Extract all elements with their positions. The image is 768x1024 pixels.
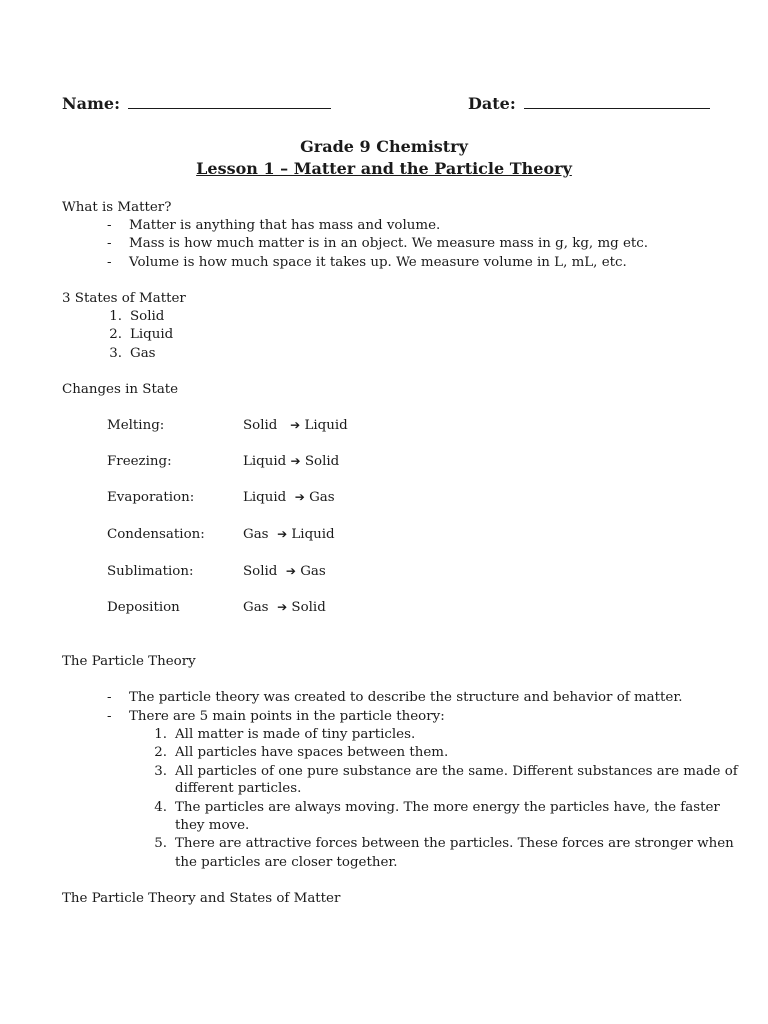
list-item	[107, 218, 440, 233]
matter-bullet-1: Matter is anything that has mass and volume.	[129, 218, 441, 233]
arrow-right-icon: ➔	[290, 418, 301, 432]
changes-heading: Changes in State	[62, 382, 179, 397]
arrow-right-icon: ➔	[277, 600, 288, 614]
from-state: Solid	[243, 418, 278, 433]
to-state: Gas	[309, 490, 335, 505]
to-state: Gas	[300, 564, 326, 579]
matter-heading: What is Matter?	[62, 200, 172, 215]
item-number: 2.	[154, 745, 167, 760]
change-transition	[243, 564, 326, 579]
arrow-right-icon: ➔	[285, 564, 296, 578]
arrow-right-icon: ➔	[290, 454, 301, 468]
matter-bullet-2: Mass is how much matter is in an object. We measure mass in g, kg, mg etc.	[129, 236, 649, 251]
point-1: All matter is made of tiny particles.	[175, 727, 416, 742]
list-item	[145, 727, 415, 742]
name-label: Name:	[62, 94, 121, 113]
point-4: The particles are always moving. The more energy the particles have, the faster	[175, 800, 720, 815]
list-item	[100, 346, 156, 361]
change-transition	[243, 418, 348, 433]
list-item	[107, 255, 627, 270]
change-transition	[243, 527, 335, 542]
point-3-continued: different particles.	[175, 781, 302, 796]
particle-bullet-1: The particle theory was created to describe the structure and behavior of matter.	[129, 690, 683, 705]
states-theory-heading: The Particle Theory and States of Matter	[62, 891, 341, 906]
list-item	[145, 836, 734, 851]
to-state: Solid	[304, 454, 340, 469]
change-transition	[243, 454, 339, 469]
to-state: Liquid	[304, 418, 348, 433]
name-field-row	[62, 94, 331, 113]
bullet-mark: -	[107, 709, 112, 724]
date-field-row	[468, 94, 710, 113]
item-number: 1.	[154, 727, 167, 742]
item-number: 5.	[154, 836, 167, 851]
bullet-mark: -	[107, 255, 112, 270]
change-name: Evaporation:	[107, 490, 195, 505]
from-state: Gas	[243, 600, 269, 615]
change-name: Freezing:	[107, 454, 172, 469]
list-item	[145, 745, 448, 760]
item-number: 1.	[109, 309, 122, 324]
from-state: Liquid	[243, 490, 287, 505]
states-heading: 3 States of Matter	[62, 291, 186, 306]
item-number: 4.	[154, 800, 167, 815]
list-item	[107, 709, 445, 724]
name-blank-line[interactable]	[128, 107, 331, 109]
item-number: 3.	[109, 346, 122, 361]
date-blank-line[interactable]	[524, 107, 710, 109]
change-name: Sublimation:	[107, 564, 194, 579]
state-liquid: Liquid	[130, 327, 174, 342]
list-item	[107, 690, 683, 705]
particle-heading: The Particle Theory	[62, 654, 196, 669]
lesson-title: Lesson 1 – Matter and the Particle Theory	[196, 159, 572, 178]
from-state: Gas	[243, 527, 269, 542]
matter-bullet-3: Volume is how much space it takes up. We measure volume in L, mL, etc.	[129, 255, 627, 270]
to-state: Liquid	[291, 527, 335, 542]
point-3: All particles of one pure substance are the same. Different substances are made of	[175, 764, 738, 779]
state-solid: Solid	[130, 309, 165, 324]
arrow-right-icon: ➔	[277, 527, 288, 541]
list-item	[100, 309, 164, 324]
from-state: Solid	[243, 564, 278, 579]
change-name: Deposition	[107, 600, 180, 615]
change-name: Melting:	[107, 418, 165, 433]
point-4-continued: they move.	[175, 818, 250, 833]
bullet-mark: -	[107, 690, 112, 705]
item-number: 3.	[154, 764, 167, 779]
change-transition	[243, 600, 326, 615]
list-item	[107, 236, 648, 251]
state-gas: Gas	[130, 346, 156, 361]
list-item	[145, 800, 720, 815]
arrow-right-icon: ➔	[294, 490, 305, 504]
point-5-continued: the particles are closer together.	[175, 855, 398, 870]
list-item	[145, 764, 738, 779]
change-transition	[243, 490, 335, 505]
item-number: 2.	[109, 327, 122, 342]
document-title: Grade 9 Chemistry	[300, 137, 468, 156]
bullet-mark: -	[107, 218, 112, 233]
change-name: Condensation:	[107, 527, 205, 542]
to-state: Solid	[291, 600, 326, 615]
point-5: There are attractive forces between the particles. These forces are stronger when	[175, 836, 734, 851]
list-item	[100, 327, 173, 342]
date-label: Date:	[468, 94, 516, 113]
bullet-mark: -	[107, 236, 112, 251]
particle-bullet-2: There are 5 main points in the particle theory:	[129, 709, 445, 724]
from-state: Liquid	[243, 454, 287, 469]
point-2: All particles have spaces between them.	[175, 745, 449, 760]
